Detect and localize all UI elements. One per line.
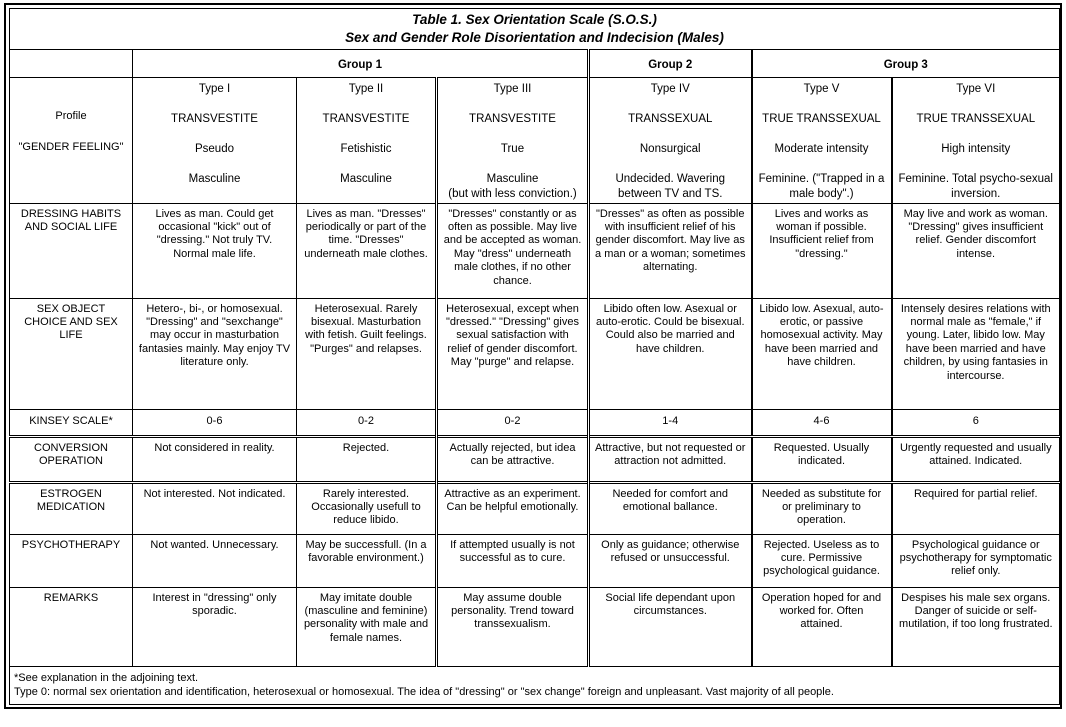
sexobject-type-4: Libido often low. Asexual or auto-erotic. Could be bisexual. Could also be married and have children. <box>589 298 752 409</box>
estrogen-type-6: Required for partial relief. <box>892 482 1060 534</box>
remarks-type-4: Social life dependant upon circumstances. <box>589 587 752 666</box>
estrogen-type-3: Attractive as an experiment. Can be helpful emotionally. <box>437 482 589 534</box>
footnote-row <box>10 666 1060 704</box>
profile-type-6 <box>892 78 1060 203</box>
type-feeling: Undecided. Wavering between TV and TS. <box>615 173 726 200</box>
sexobject-type-5: Libido low. Asexual, auto-erotic, or passive homosexual activity. May have been married and have children. <box>752 298 892 409</box>
type-subtype: Fetishistic <box>340 143 392 156</box>
footnote-cell <box>10 666 1060 704</box>
group-3-header: Group 3 <box>752 50 1060 78</box>
row-label-sex-object: SEX OBJECT CHOICE AND SEX LIFE <box>10 298 133 409</box>
kinsey-scale-row <box>10 409 1060 436</box>
dressing-type-2: Lives as man. "Dresses" periodically or part of the time. "Dresses" underneath male clothes. <box>297 203 437 298</box>
row-label-conversion-operation: CONVERSION OPERATION <box>10 436 133 482</box>
type-name: TRANSVESTITE <box>322 113 410 126</box>
kinsey-type-5: 4-6 <box>752 409 892 436</box>
type-feeling: Masculine (but with less conviction.) <box>448 173 577 200</box>
dressing-type-1: Lives as man. Could get occasional "kick" out of "dressing." Not truly TV. Normal male life. <box>133 203 297 298</box>
remarks-type-3: May assume double personality. Trend toward transsexualism. <box>437 587 589 666</box>
psychotherapy-type-4: Only as guidance; otherwise refused or unsuccessful. <box>589 534 752 587</box>
type-subtype: High intensity <box>941 143 1011 156</box>
table-title <box>10 9 1060 50</box>
conversion-type-2: Rejected. <box>297 436 437 482</box>
estrogen-type-2: Rarely interested. Occasionally usefull to reduce libido. <box>297 482 437 534</box>
dressing-type-5: Lives and works as woman if possible. Insufficient relief from "dressing." <box>752 203 892 298</box>
psychotherapy-row <box>10 534 1060 587</box>
conversion-operation-row <box>10 436 1060 482</box>
profile-type-1 <box>133 78 297 203</box>
dressing-type-4: "Dresses" as often as possible with insufficient relief of his gender discomfort. May live as a man or a woman; sometimes alternating. <box>589 203 752 298</box>
profile-type-3 <box>437 78 589 203</box>
row-label-psychotherapy: PSYCHOTHERAPY <box>10 534 133 587</box>
type-name: TRUE TRANSSEXUAL <box>762 113 881 126</box>
type-heading: Type II <box>348 83 384 96</box>
conversion-type-4: Attractive, but not requested or attraction not admitted. <box>589 436 752 482</box>
profile-type-5 <box>752 78 892 203</box>
row-label-kinsey-scale: KINSEY SCALE* <box>10 409 133 436</box>
dressing-type-6: May live and work as woman. "Dressing" gives insufficient relief. Gender discomfort intense. <box>892 203 1060 298</box>
table-outer-frame <box>4 3 1062 709</box>
conversion-type-3: Actually rejected, but idea can be attractive. <box>437 436 589 482</box>
sex-object-row <box>10 298 1060 409</box>
row-label-estrogen-medication: ESTROGEN MEDICATION <box>10 482 133 534</box>
group-header-spacer <box>10 50 133 78</box>
conversion-type-6: Urgently requested and usually attained. Indicated. <box>892 436 1060 482</box>
footnote-line1: *See explanation in the adjoining text. <box>14 671 199 684</box>
type-name: TRUE TRANSSEXUAL <box>916 113 1036 126</box>
type-name: TRANSVESTITE <box>171 113 258 126</box>
group-2-header: Group 2 <box>589 50 752 78</box>
dressing-type-3: "Dresses" constantly or as often as possible. May live and be accepted as woman. May "dress" underneath male clothes, if no other chance. <box>437 203 589 298</box>
psychotherapy-type-2: May be successfull. (In a favorable environment.) <box>297 534 437 587</box>
type-heading: Type IV <box>650 83 690 96</box>
group-1-header: Group 1 <box>133 50 589 78</box>
group-header-row <box>10 50 1060 78</box>
remarks-row <box>10 587 1060 666</box>
row-label-remarks: REMARKS <box>10 587 133 666</box>
type-name: TRANSSEXUAL <box>628 113 713 126</box>
remarks-type-2: May imitate double (masculine and feminine) personality with male and female names. <box>297 587 437 666</box>
type-heading: Type V <box>803 83 840 96</box>
sexobject-type-2: Heterosexual. Rarely bisexual. Masturbation with fetish. Guilt feelings. "Purges" and relapses. <box>297 298 437 409</box>
psychotherapy-type-1: Not wanted. Unnecessary. <box>133 534 297 587</box>
sexobject-type-6: Intensely desires relations with normal male as "female," if young. Later, libido low. May have been married and have children, by using fantasies in intercourse. <box>892 298 1060 409</box>
conversion-type-5: Requested. Usually indicated. <box>752 436 892 482</box>
kinsey-type-4: 1-4 <box>589 409 752 436</box>
estrogen-medication-row <box>10 482 1060 534</box>
type-feeling: Feminine. ("Trapped in a male body".) <box>758 173 885 200</box>
kinsey-type-6: 6 <box>892 409 1060 436</box>
type-feeling: Masculine <box>188 173 241 186</box>
title-row <box>10 9 1060 50</box>
kinsey-type-2: 0-2 <box>297 409 437 436</box>
profile-label: Profile <box>55 110 87 123</box>
table-title-line1: Table 1. Sex Orientation Scale (S.O.S.) <box>412 12 657 27</box>
estrogen-type-4: Needed for comfort and emotional ballance. <box>589 482 752 534</box>
estrogen-type-1: Not interested. Not indicated. <box>133 482 297 534</box>
type-heading: Type I <box>198 83 231 96</box>
row-label-profile <box>10 78 133 203</box>
kinsey-type-1: 0-6 <box>133 409 297 436</box>
sexobject-type-3: Heterosexual, except when "dressed." "Dressing" gives sexual satisfaction with relief of gender discomfort. May "purge" and relapse. <box>437 298 589 409</box>
type-feeling: Feminine. Total psycho-sexual inversion. <box>898 173 1053 200</box>
footnote-line2: Type 0: normal sex orientation and identification, heterosexual or homosexual. The idea of "dressing" or "sex change" foreign and unpleasant. Vast majority of all people. <box>14 686 834 699</box>
kinsey-type-3: 0-2 <box>437 409 589 436</box>
table-title-line2: Sex and Gender Role Disorientation and Indecision (Males) <box>345 30 724 46</box>
profile-type-2 <box>297 78 437 203</box>
remarks-type-6: Despises his male sex organs. Danger of suicide or self-mutilation, if too long frustrated. <box>892 587 1060 666</box>
type-subtype: True <box>500 143 525 156</box>
type-feeling: Masculine <box>340 173 392 186</box>
remarks-type-1: Interest in "dressing" only sporadic. <box>133 587 297 666</box>
sos-table <box>9 8 1060 705</box>
psychotherapy-type-3: If attempted usually is not successful as to cure. <box>437 534 589 587</box>
type-heading: Type VI <box>956 83 996 96</box>
row-label-dressing-habits: DRESSING HABITS AND SOCIAL LIFE <box>10 203 133 298</box>
type-heading: Type III <box>493 83 532 96</box>
dressing-habits-row <box>10 203 1060 298</box>
type-subtype: Nonsurgical <box>639 143 701 156</box>
gender-feeling-label: "GENDER FEELING" <box>18 140 124 153</box>
type-subtype: Moderate intensity <box>774 143 869 156</box>
estrogen-type-5: Needed as substitute for or preliminary to operation. <box>752 482 892 534</box>
psychotherapy-type-5: Rejected. Useless as to cure. Permissive psychological guidance. <box>752 534 892 587</box>
type-subtype: Pseudo <box>194 143 234 156</box>
remarks-type-5: Operation hoped for and worked for. Often attained. <box>752 587 892 666</box>
profile-type-4 <box>589 78 752 203</box>
conversion-type-1: Not considered in reality. <box>133 436 297 482</box>
type-name: TRANSVESTITE <box>469 113 556 126</box>
sexobject-type-1: Hetero-, bi-, or homosexual. "Dressing" and "sexchange" may occur in masturbation fantasies mainly. May enjoy TV literature only. <box>133 298 297 409</box>
psychotherapy-type-6: Psychological guidance or psychotherapy for symptomatic relief only. <box>892 534 1060 587</box>
profile-row <box>10 78 1060 203</box>
